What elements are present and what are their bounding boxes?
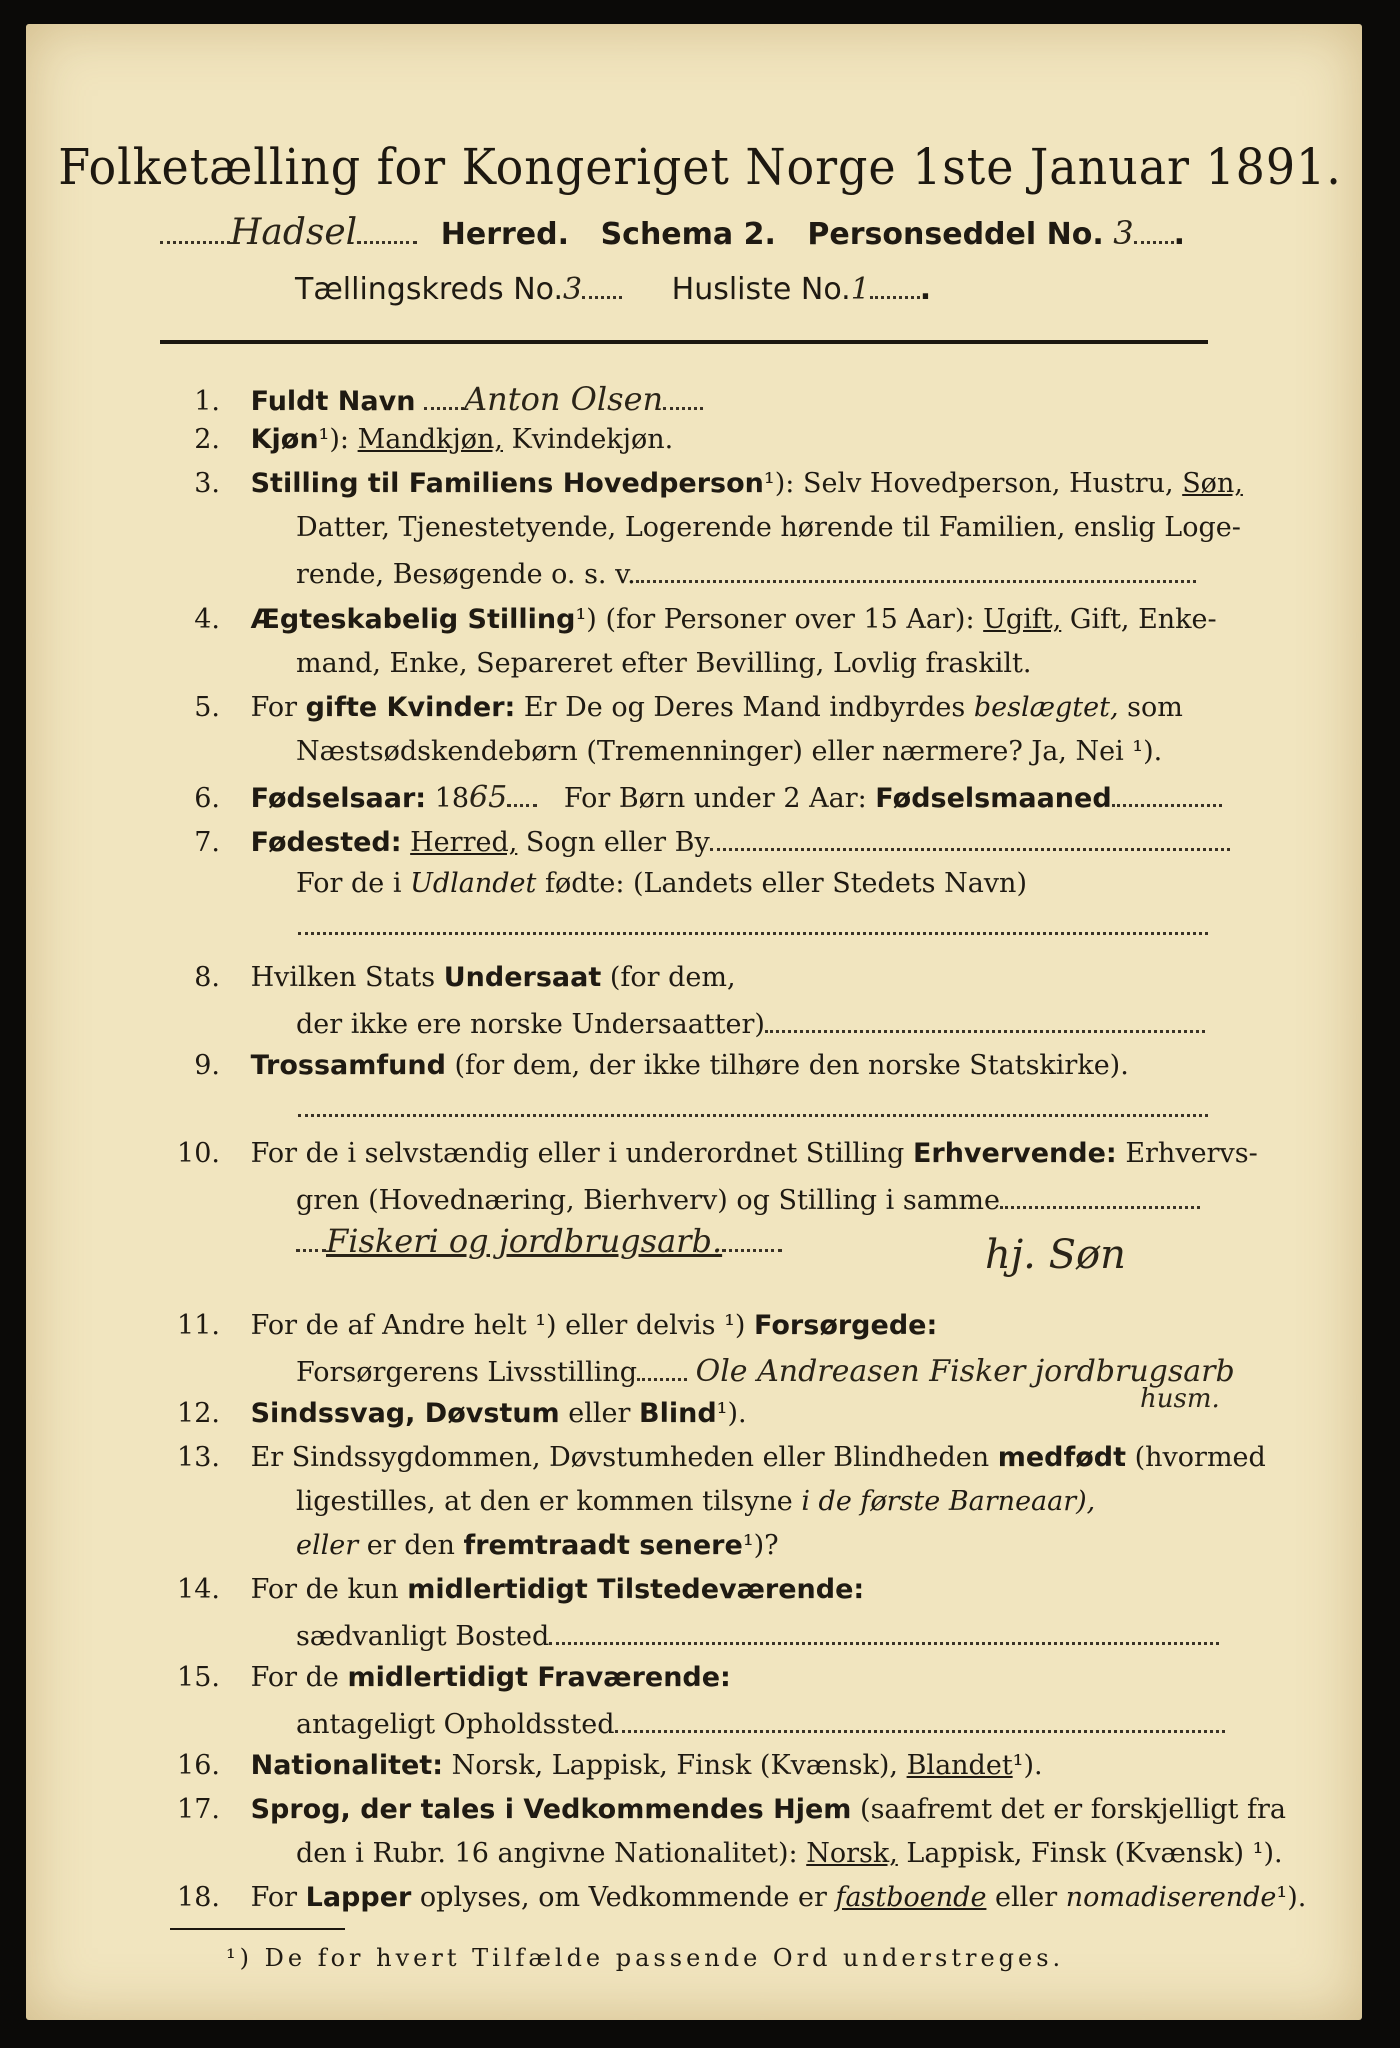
item-5: 5. For gifte Kvinder: Er De og Deres Mand indbyrdes beslægtet, som [194,692,1183,723]
occupation-status-value: hj. Søn [985,1232,1126,1278]
kreds-label: Tællingskreds No. [295,272,563,307]
lapp-selected: fastboende [835,1882,987,1913]
item-15: 15. For de midlertidigt Fraværende: [177,1662,731,1693]
blank-dotted-line [298,1094,1208,1117]
item-1: 1. Fuldt Navn Anton Olsen [160,380,703,418]
husliste-label: Husliste No. [671,272,851,307]
kreds-value: 3 [563,272,583,307]
item-3: 3. Stilling til Familiens Hovedperson¹): Selv Hovedperson, Hustru, Søn, [194,468,1243,499]
item-4: 4. Ægteskabelig Stilling¹) (for Personer over 15 Aar): Ugift, Gift, Enke- [194,604,1217,635]
item-8: 8. Hvilken Stats Undersaat (for dem, [194,962,736,993]
kreds-line: Tællingskreds No.3 Husliste No.1 . [295,272,932,307]
herred-value: Hadsel [230,212,358,253]
schema-label: Schema 2. [600,217,776,252]
full-name-value: Anton Olsen [464,380,664,418]
birthplace-selected: Herred, [410,827,518,858]
item-17: 17. Sprog, der tales i Vedkommendes Hjem (saafremt det er forskjelligt fra [177,1794,1287,1825]
personseddel-value: 3 [1113,214,1134,252]
header-rule [160,340,1208,344]
item-10: 10. For de i selvstændig eller i underordnet Stilling Erhvervende: Erhvervs- [177,1138,1258,1169]
item-16: 16. Nationalitet: Norsk, Lappisk, Finsk (Kvænsk), Blandet¹). [177,1750,1043,1781]
item-11: 11. For de af Andre helt ¹) eller delvis ¹) Forsørgede: [177,1310,938,1341]
husliste-value: 1 [850,272,870,307]
item-7: 7. Fødested: Herred, Sogn eller By [160,824,1230,858]
language-selected: Norsk, [806,1838,898,1869]
item-9: 9. Trossamfund (for dem, der ikke tilhøre den norske Statskirke). [194,1050,1129,1081]
item-13: 13. Er Sindssygdommen, Døvstumheden eller Blindheden medfødt (hvormed [177,1442,1266,1473]
item-14: 14. For de kun midlertidigt Tilstedeværende: [177,1574,865,1605]
item-12: 12. Sindssvag, Døvstum eller Blind¹). [177,1398,747,1429]
herred-label: Herred. [440,217,570,252]
marital-selected: Ugift, [983,604,1062,635]
provider-note: husm. [1140,1384,1220,1414]
nationality-selected: Blandet [906,1750,1013,1781]
page-title: Folketælling for Kongeriget Norge 1ste Januar 1891. [58,138,1342,196]
item-18: 18. For Lapper oplyses, om Vedkommende er fastboende eller nomadiserende¹). [177,1882,1307,1913]
position-selected: Søn, [1182,468,1243,499]
blank-dotted-line [298,912,1208,935]
birth-year-value: 65 [469,780,508,815]
footnote: ¹) De for hvert Tilfælde passende Ord understreges. [226,1944,1065,1972]
item-2: 2. Kjøn¹): Mandkjøn, Kvindekjøn. [194,424,674,455]
provider-value: Ole Andreasen Fisker jordbrugsarb [695,1354,1235,1389]
item-6: 6. Fødselsaar: 1865 For Børn under 2 Aar: Fødselsmaaned [160,780,1222,815]
personseddel-label: Personseddel No. [807,217,1104,252]
footnote-rule [170,1928,345,1930]
gender-selected: Mandkjøn, [357,424,503,455]
occupation-value: Fiskeri og jordbrugsarb. [326,1222,723,1260]
herred-line: Hadsel Herred. Schema 2. Personseddel No. 3 . [160,212,1185,253]
